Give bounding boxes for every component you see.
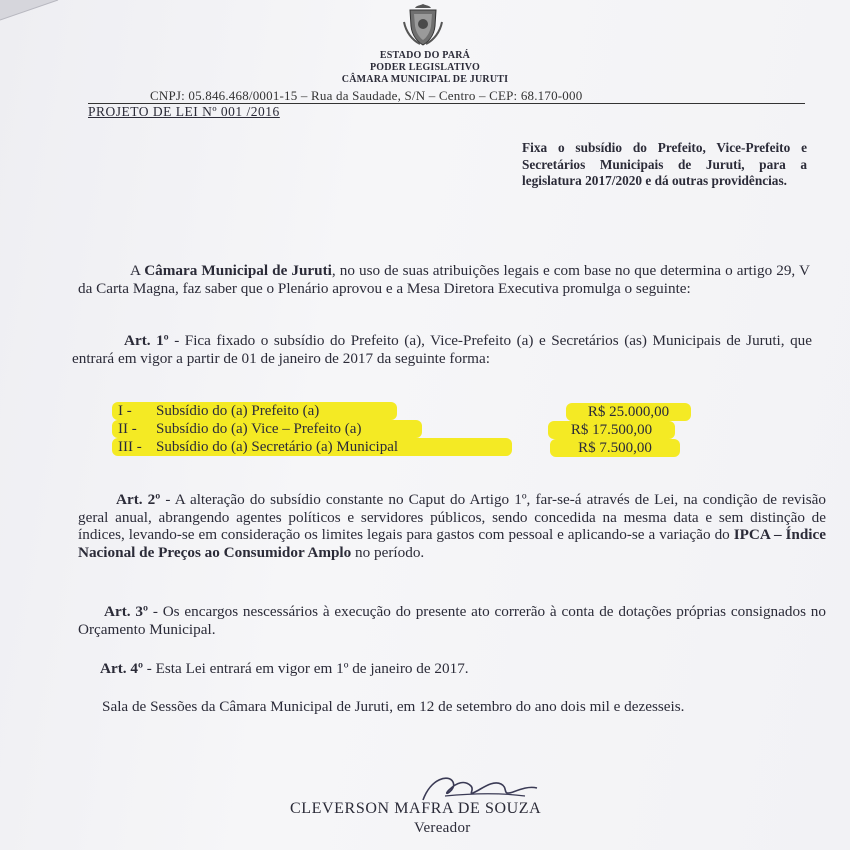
ementa: Fixa o subsídio do Prefeito, Vice-Prefeito e Secretários Municipais de Juruti, para a legislatura 2017/2020 e dá outras providências. xyxy=(522,140,807,188)
header-address: CNPJ: 05.846.468/0001-15 – Rua da Saudade, S/N – Centro – CEP: 68.170-000 xyxy=(150,88,583,103)
project-title: PROJETO DE LEI Nº 001 /2016 xyxy=(88,104,280,119)
article-2: Art. 2º - A alteração do subsídio constante no Caput do Artigo 1º, far-se-á através de Lei, na condição de revisão geral anual, abrangendo agentes políticos e servidores públicos, sendo concedida na mesma data e sem distinção de índices, levando-se em consideração os limites legais para gastos com pessoal e aplicando-se a variação do IPCA – Índice Nacional de Preços ao Consumidor Amplo no período. xyxy=(78,491,827,561)
subsidy-row-desc: II - Subsídio do (a) Vice – Prefeito (a) xyxy=(112,420,422,438)
preamble: A Câmara Municipal de Juruti, no uso de suas atribuições legais e com base no que determina o artigo 29, V da Carta Magna, faz saber que o Plenário aprovou e a Mesa Diretora Executiva promulga o seguinte: xyxy=(78,262,810,297)
coat-of-arms-icon xyxy=(400,2,446,48)
header-chamber: CÂMARA MUNICIPAL DE JURUTI xyxy=(341,74,509,85)
closing-statement: Sala de Sessões da Câmara Municipal de Juruti, em 12 de setembro do ano dois mil e dezesseis. xyxy=(102,698,685,715)
subsidy-row-value: R$ 7.500,00 xyxy=(550,439,680,457)
page-fold-shadow xyxy=(0,0,60,22)
subsidy-row-value: R$ 17.500,00 xyxy=(548,421,675,439)
article-4: Art. 4º - Esta Lei entrará em vigor em 1º de janeiro de 2017. xyxy=(100,660,469,677)
signer-role: Vereador xyxy=(414,820,471,836)
subsidy-row-desc: III - Subsídio do (a) Secretário (a) Municipal xyxy=(112,438,512,456)
subsidy-row-desc: I - Subsídio do (a) Prefeito (a) xyxy=(112,402,397,420)
header-state: ESTADO DO PARÁ xyxy=(379,50,471,61)
subsidy-row-value: R$ 25.000,00 xyxy=(566,403,691,421)
article-3: Art. 3º - Os encargos nescessários à execução do presente ato correrão à conta de dotações próprias consignados no Orçamento Municipal. xyxy=(78,603,826,638)
article-1: Art. 1º - Fica fixado o subsídio do Prefeito (a), Vice-Prefeito (a) e Secretários (as) Municipais de Juruti, que entrará em vigor a partir de 01 de janeiro de 2017 da seguinte forma: xyxy=(72,332,812,367)
signer-name: CLEVERSON MAFRA DE SOUZA xyxy=(290,800,542,817)
header-power: PODER LEGISLATIVO xyxy=(370,62,480,73)
